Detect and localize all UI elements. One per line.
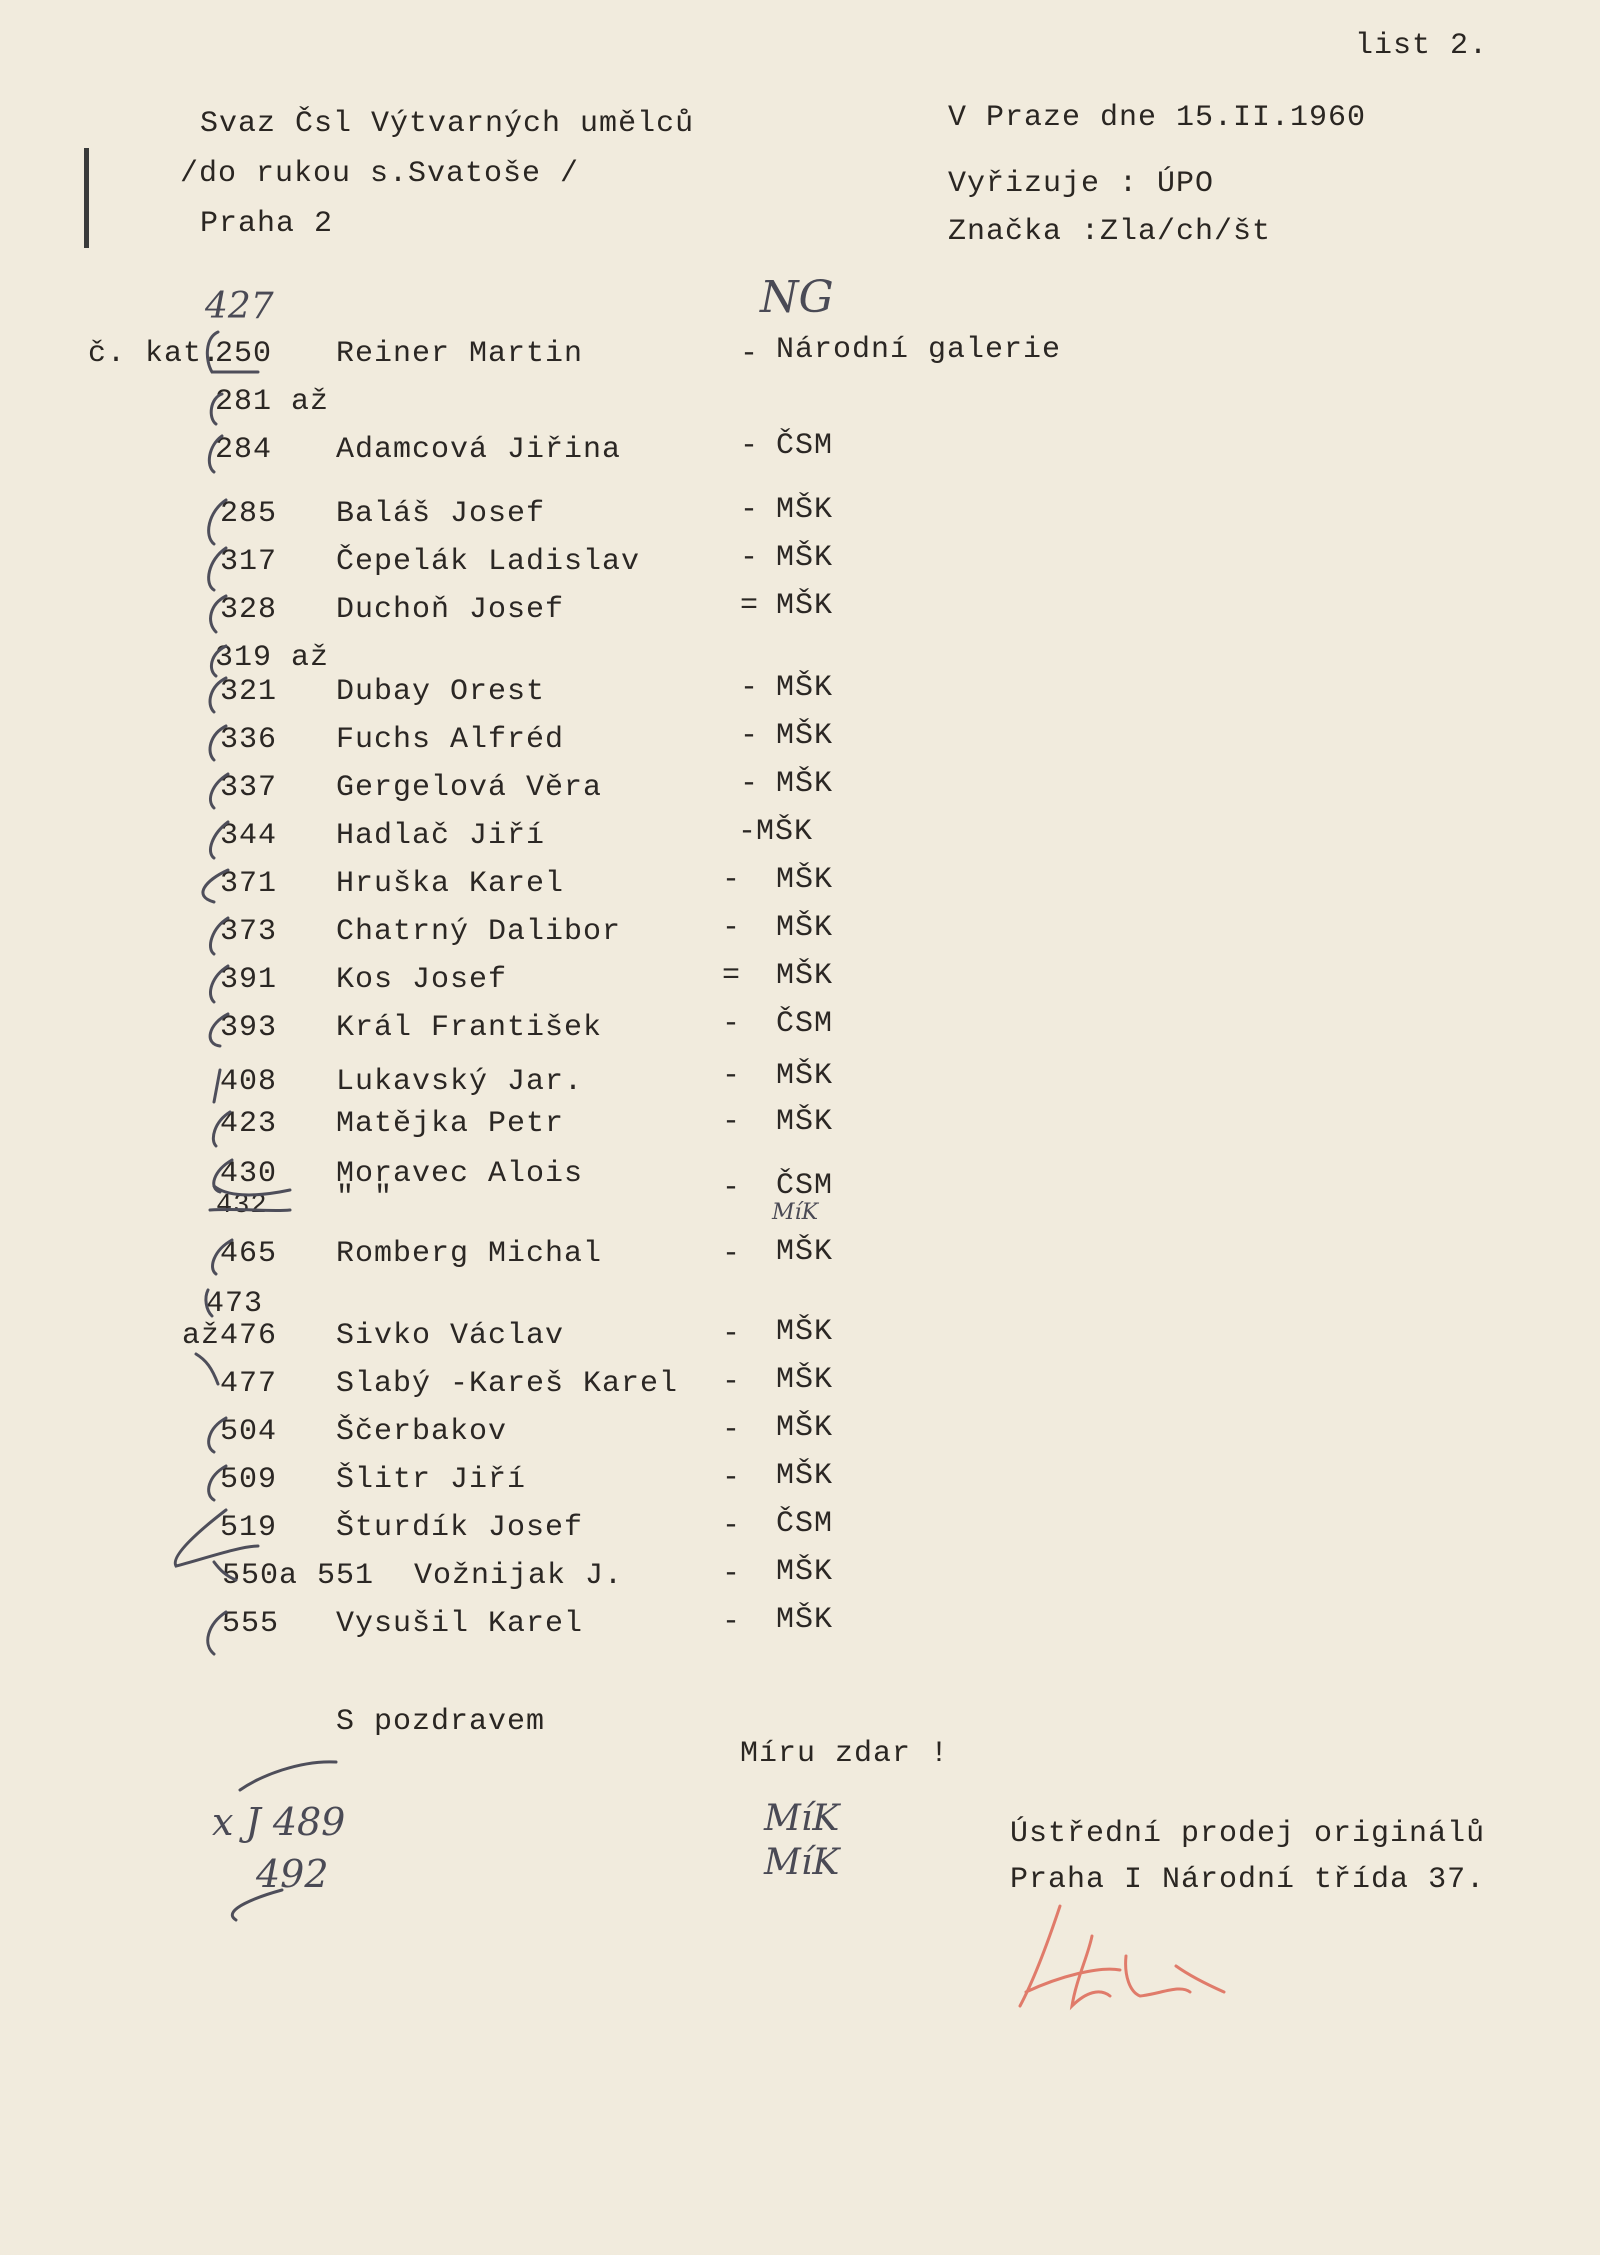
entry-dash: - [722, 1509, 742, 1543]
handwritten-note-2: 492 [256, 1852, 329, 1896]
pencil-check-mark [209, 436, 222, 472]
entry-dash: - [722, 1317, 742, 1351]
entry-number: 321 [220, 675, 278, 709]
pencil-check-mark [210, 1014, 228, 1046]
entry-name: Šturdík Josef [336, 1511, 584, 1545]
entry-number: 509 [220, 1463, 278, 1497]
entry-name: Slabý -Kareš Karel [336, 1367, 679, 1401]
entry-dash: - [722, 1461, 742, 1495]
entry-destination: MŠK [776, 1105, 834, 1139]
handwritten-misk-mark: MíK [764, 1842, 840, 1883]
entry-destination: MŠK [776, 1059, 834, 1093]
handwritten-catalog-number: 427 [205, 286, 274, 327]
entry-dash: - [740, 493, 760, 527]
entry-name: Hadlač Jiří [336, 819, 546, 853]
entry-destination: MŠK [776, 493, 834, 527]
entry-destination: MŠK [776, 911, 834, 945]
entry-number: 465 [220, 1237, 278, 1271]
entry-number: 432 [216, 1191, 268, 1221]
entry-name: Sivko Václav [336, 1319, 565, 1353]
entry-dash: - [740, 767, 760, 801]
pencil-check-mark [203, 870, 228, 902]
entry-name: Vožnijak J. [414, 1559, 624, 1593]
handwritten-note-1: x J 489 [212, 1800, 346, 1844]
entry-destination: MŠK [756, 815, 814, 849]
entry-destination: MŠK [776, 767, 834, 801]
sender-line-2: Praha I Národní třída 37. [1010, 1863, 1486, 1897]
pencil-check-mark [210, 726, 226, 760]
entry-name: Fuchs Alfréd [336, 723, 565, 757]
entry-number: 337 [220, 771, 278, 805]
entry-number: 344 [220, 819, 278, 853]
catalog-label: č. kat. [88, 337, 222, 371]
entry-number: 519 [220, 1511, 278, 1545]
pencil-check-mark [211, 596, 226, 632]
entry-name: Šlitr Jiří [336, 1463, 527, 1497]
pencil-check-mark [210, 918, 228, 954]
entry-dash: - [722, 1237, 742, 1271]
entry-destination: ČSM [776, 1169, 834, 1203]
entry-number: 430 [220, 1157, 278, 1191]
entry-destination: MŠK [776, 1315, 834, 1349]
entry-destination: MŠK [776, 1459, 834, 1493]
entry-destination: MŠK [776, 1603, 834, 1637]
entry-number: 477 [220, 1367, 278, 1401]
sender-line-1: Ústřední prodej originálů [1010, 1817, 1486, 1851]
entry-destination: Národní galerie [776, 333, 1062, 367]
entry-name: Ščerbakov [336, 1415, 508, 1449]
entry-number: 336 [220, 723, 278, 757]
entry-destination: MŠK [776, 589, 834, 623]
recipient-line-2: /do rukou s.Svatoše / [180, 157, 580, 191]
entry-number: 319 až [215, 641, 330, 675]
entry-destination: MŠK [776, 541, 834, 575]
entry-name: Baláš Josef [336, 497, 546, 531]
handler-line: Vyřizuje : ÚPO [948, 167, 1215, 201]
entry-number: 373 [220, 915, 278, 949]
pencil-check-mark [213, 1240, 232, 1274]
entry-destination: MŠK [776, 1363, 834, 1397]
entry-dash: - [740, 671, 760, 705]
pencil-check-mark [208, 1612, 226, 1654]
entry-dash: - [722, 1413, 742, 1447]
entry-number: 408 [220, 1065, 278, 1099]
entry-destination: MŠK [776, 1411, 834, 1445]
pencil-check-mark [211, 646, 226, 676]
entry-destination: MŠK [776, 719, 834, 753]
entry-dash: - [738, 815, 758, 849]
entry-number: 317 [220, 545, 278, 579]
entry-number: 391 [220, 963, 278, 997]
entry-number: 473 [206, 1287, 264, 1321]
entry-name: Romberg Michal [336, 1237, 603, 1271]
entry-dash: - [740, 541, 760, 575]
pencil-check-mark [214, 1070, 220, 1102]
pencil-check-mark [213, 1112, 230, 1146]
red-pencil-signature [980, 1896, 1240, 2026]
entry-dash: - [722, 1171, 742, 1205]
entry-dash: - [722, 1557, 742, 1591]
entry-name: Reiner Martin [336, 337, 584, 371]
entry-dash: - [722, 1007, 742, 1041]
recipient-line-3: Praha 2 [200, 207, 334, 241]
entry-destination: MŠK [776, 959, 834, 993]
entry-number: 284 [215, 433, 273, 467]
entry-dash: = [722, 959, 742, 993]
pencil-check-mark [209, 1466, 226, 1500]
entry-name: Čepelák Ladislav [336, 545, 641, 579]
entry-name: Chatrný Dalibor [336, 915, 622, 949]
entry-destination: MŠK [776, 1555, 834, 1589]
entry-name: Vysušil Karel [336, 1607, 584, 1641]
handwritten-misk-mark: MíK [772, 1200, 818, 1225]
signature [980, 1896, 1240, 2026]
entry-number: 393 [220, 1011, 278, 1045]
entry-number: 423 [220, 1107, 278, 1141]
entry-number: 371 [220, 867, 278, 901]
closing-salutation: Míru zdar ! [740, 1737, 950, 1771]
pencil-check-mark [209, 548, 226, 590]
entry-number: až476 [182, 1319, 278, 1353]
entry-name: Moravec Alois [336, 1157, 584, 1191]
entry-number: 550a 551 [222, 1559, 375, 1593]
recipient-line-1: Svaz Čsl Výtvarných umělců [200, 107, 695, 141]
pencil-check-mark [209, 1418, 226, 1452]
entry-dash: - [722, 1605, 742, 1639]
entry-destination: MŠK [776, 671, 834, 705]
reference-line: Značka :Zla/ch/št [948, 215, 1272, 249]
handwritten-misk-mark: MíK [764, 1798, 840, 1839]
entry-name: Dubay Orest [336, 675, 546, 709]
page-number: list 2. [1355, 29, 1489, 63]
pencil-check-mark [196, 1354, 218, 1384]
pencil-check-mark [210, 774, 228, 808]
entry-name: Hruška Karel [336, 867, 565, 901]
entry-number: 285 [220, 497, 278, 531]
pencil-check-mark [175, 1510, 258, 1566]
entry-dash: - [722, 1105, 742, 1139]
entry-dash: = [740, 589, 760, 623]
entry-destination: MŠK [776, 1235, 834, 1269]
entry-name: " " [336, 1181, 394, 1215]
closing-greeting: S pozdravem [336, 1705, 546, 1739]
entry-name: Adamcová Jiřina [336, 433, 622, 467]
pencil-check-mark [207, 332, 258, 372]
entry-destination: ČSM [776, 429, 834, 463]
entry-dash: - [722, 863, 742, 897]
entry-dash: - [722, 1365, 742, 1399]
pencil-check-mark [210, 966, 228, 1002]
pencil-check-mark [210, 822, 228, 858]
pencil-check-mark [214, 1562, 236, 1580]
pencil-check-mark [214, 1186, 290, 1195]
date-line: V Praze dne 15.II.1960 [948, 101, 1367, 135]
entry-name: Duchoň Josef [336, 593, 565, 627]
entry-name: Lukavský Jar. [336, 1065, 584, 1099]
entry-number: 328 [220, 593, 278, 627]
entry-number: 555 [222, 1607, 280, 1641]
entry-destination: MŠK [776, 863, 834, 897]
entry-name: Matějka Petr [336, 1107, 565, 1141]
entry-number: 504 [220, 1415, 278, 1449]
pencil-check-mark [210, 678, 226, 712]
pencil-check-mark [209, 500, 226, 544]
handwritten-ng-mark: NG [760, 272, 834, 323]
pencil-check-mark [206, 1290, 212, 1316]
entry-dash: - [740, 337, 760, 371]
entry-name: Kos Josef [336, 963, 508, 997]
entry-number: 250 [215, 337, 273, 371]
entry-name: Král František [336, 1011, 603, 1045]
pencil-check-mark [210, 1209, 290, 1210]
entry-dash: - [740, 429, 760, 463]
entry-destination: ČSM [776, 1507, 834, 1541]
pencil-check-mark [211, 394, 222, 424]
entry-number: 281 až [215, 385, 330, 419]
entry-destination: ČSM [776, 1007, 834, 1041]
entry-dash: - [740, 719, 760, 753]
entry-dash: - [722, 1059, 742, 1093]
entry-dash: - [722, 911, 742, 945]
entry-name: Gergelová Věra [336, 771, 603, 805]
